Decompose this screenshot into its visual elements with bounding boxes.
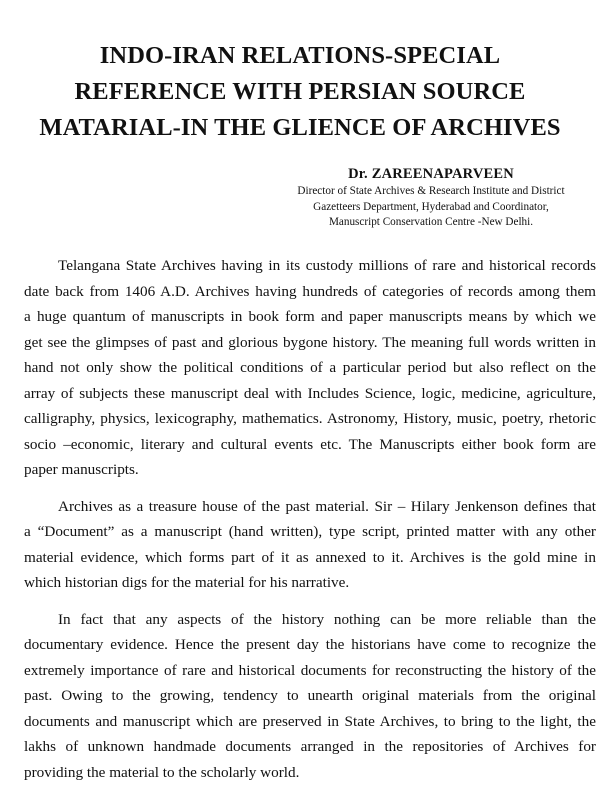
text-line: providing the material to the scholarly world. — [24, 763, 300, 781]
paper-title — [30, 38, 570, 146]
text-line: lakhs of unknown handmade documents arranged in the repositories of Archives for — [24, 738, 596, 755]
title-line-2: REFERENCE WITH PERSIAN SOURCE — [74, 78, 526, 105]
text-line: which historian digs for the material for his narrative. — [24, 574, 350, 591]
affiliation-line-3: Manuscript Conservation Centre -New Delhi. — [328, 216, 534, 228]
text-line: calligraphy, physics, lexicography, mathematics. Astronomy, History, music, poetry, rhetoric — [24, 410, 596, 427]
author-block — [290, 164, 572, 231]
text-line: extremely importance of rare and historical documents for reconstructing the history of the — [24, 661, 596, 679]
affiliation-line-1: Director of State Archives & Research Institute and District — [297, 185, 565, 197]
text-line: In fact that any aspects of the history nothing can be more reliable than the — [58, 610, 596, 628]
body-text — [24, 253, 596, 796]
text-line: date back from 1406 A.D. Archives having hundreds of categories of records among them — [24, 282, 596, 300]
text-line: documents and manuscript which are preserved in State Archives, to bring to the light, the — [24, 712, 596, 730]
text-line: get see the glimpses of past and glorious bygone history. The meaning full words written in — [24, 333, 596, 351]
author-affiliation — [290, 184, 572, 231]
text-line: paper manuscripts. — [24, 461, 139, 478]
text-line: array of subjects these manuscript deal with Includes Science, logic, medicine, agriculture, — [24, 384, 596, 402]
text-line: a huge quantum of manuscripts in book form and paper manuscripts means by which we — [24, 308, 596, 325]
text-line: past. Owing to the growing, tendency to unearth original materials from the original — [24, 687, 596, 704]
paragraph-3 — [24, 607, 596, 786]
title-line-3: MATARIAL-IN THE GLIENCE OF ARCHIVES — [39, 114, 561, 141]
affiliation-line-2: Gazetteers Department, Hyderabad and Coordinator, — [313, 200, 549, 213]
title-line-1: INDO-IRAN RELATIONS-SPECIAL — [99, 42, 501, 69]
text-line: material evidence, which forms part of it as annexed to it. Archives is the gold mine in — [24, 548, 596, 566]
text-line: hand not only show the political conditions of a particular period but also reflect on the — [24, 359, 596, 376]
text-line: a “Document” as a manuscript (hand written), type script, printed matter with any other — [24, 523, 596, 540]
text-line: socio –economic, literary and cultural events etc. The Manuscripts either book form are — [24, 435, 596, 453]
author-name: Dr. ZAREENAPARVEEN — [348, 166, 514, 182]
paragraph-1 — [24, 253, 596, 483]
text-line: documentary evidence. Hence the present day the historians have come to recognize the — [24, 636, 596, 653]
text-line: Archives as a treasure house of the past material. Sir – Hilary Jenkenson defines that — [58, 497, 596, 515]
paragraph-2 — [24, 494, 596, 596]
text-line: Telangana State Archives having in its custody millions of rare and historical records — [58, 257, 596, 274]
